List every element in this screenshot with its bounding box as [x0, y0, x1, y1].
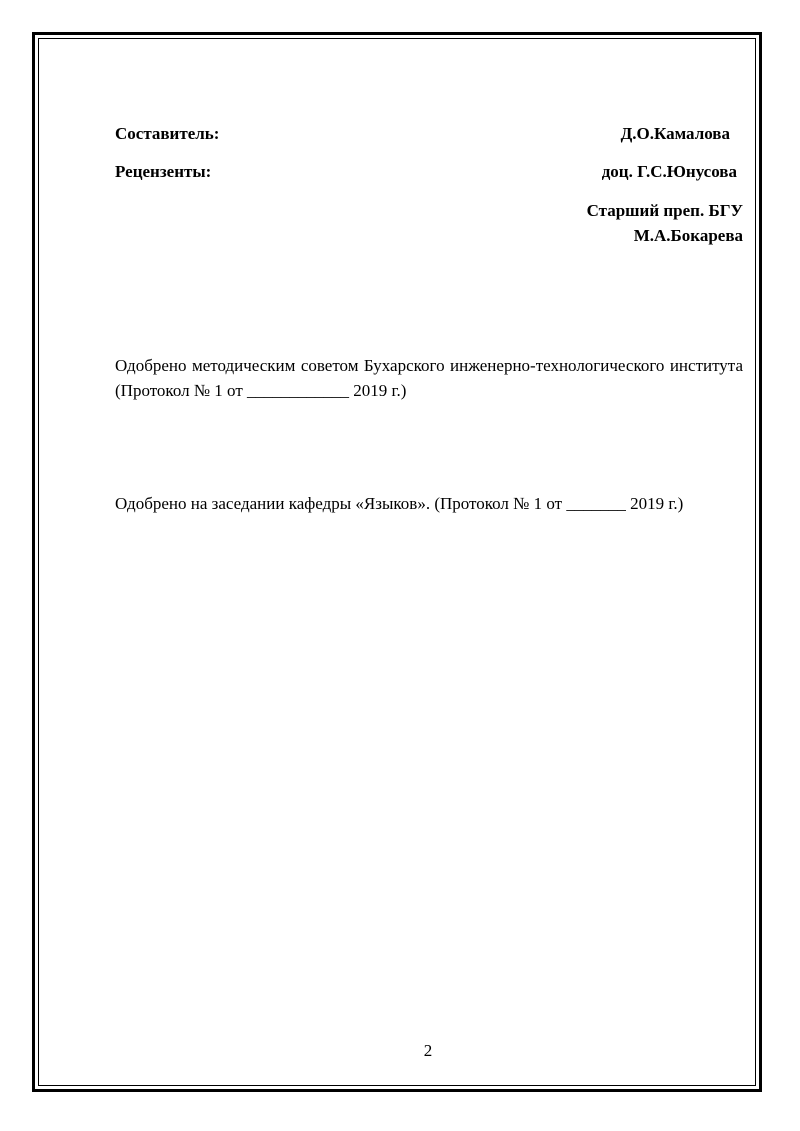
- reviewers-label: Рецензенты:: [115, 162, 212, 181]
- reviewer-2-name: М.А.Бокарева: [633, 226, 743, 245]
- compiler-label: Составитель:: [115, 124, 220, 143]
- page-border: [32, 32, 762, 1092]
- reviewer-1-name: доц. Г.С.Юнусова: [601, 162, 737, 181]
- approval-department-paragraph: Одобрено на заседании кафедры «Языков». (Протокол № 1 от _______ 2019 г.): [115, 494, 684, 513]
- approval-council-paragraph: Одобрено методическим советом Бухарского инженерно-технологического института (Протокол № 1 от ____________ 2019 г.): [115, 356, 743, 400]
- page-number: 2: [423, 1041, 433, 1060]
- reviewer-2-title: Старший преп. БГУ: [586, 201, 743, 220]
- compiler-name: Д.О.Камалова: [620, 124, 730, 143]
